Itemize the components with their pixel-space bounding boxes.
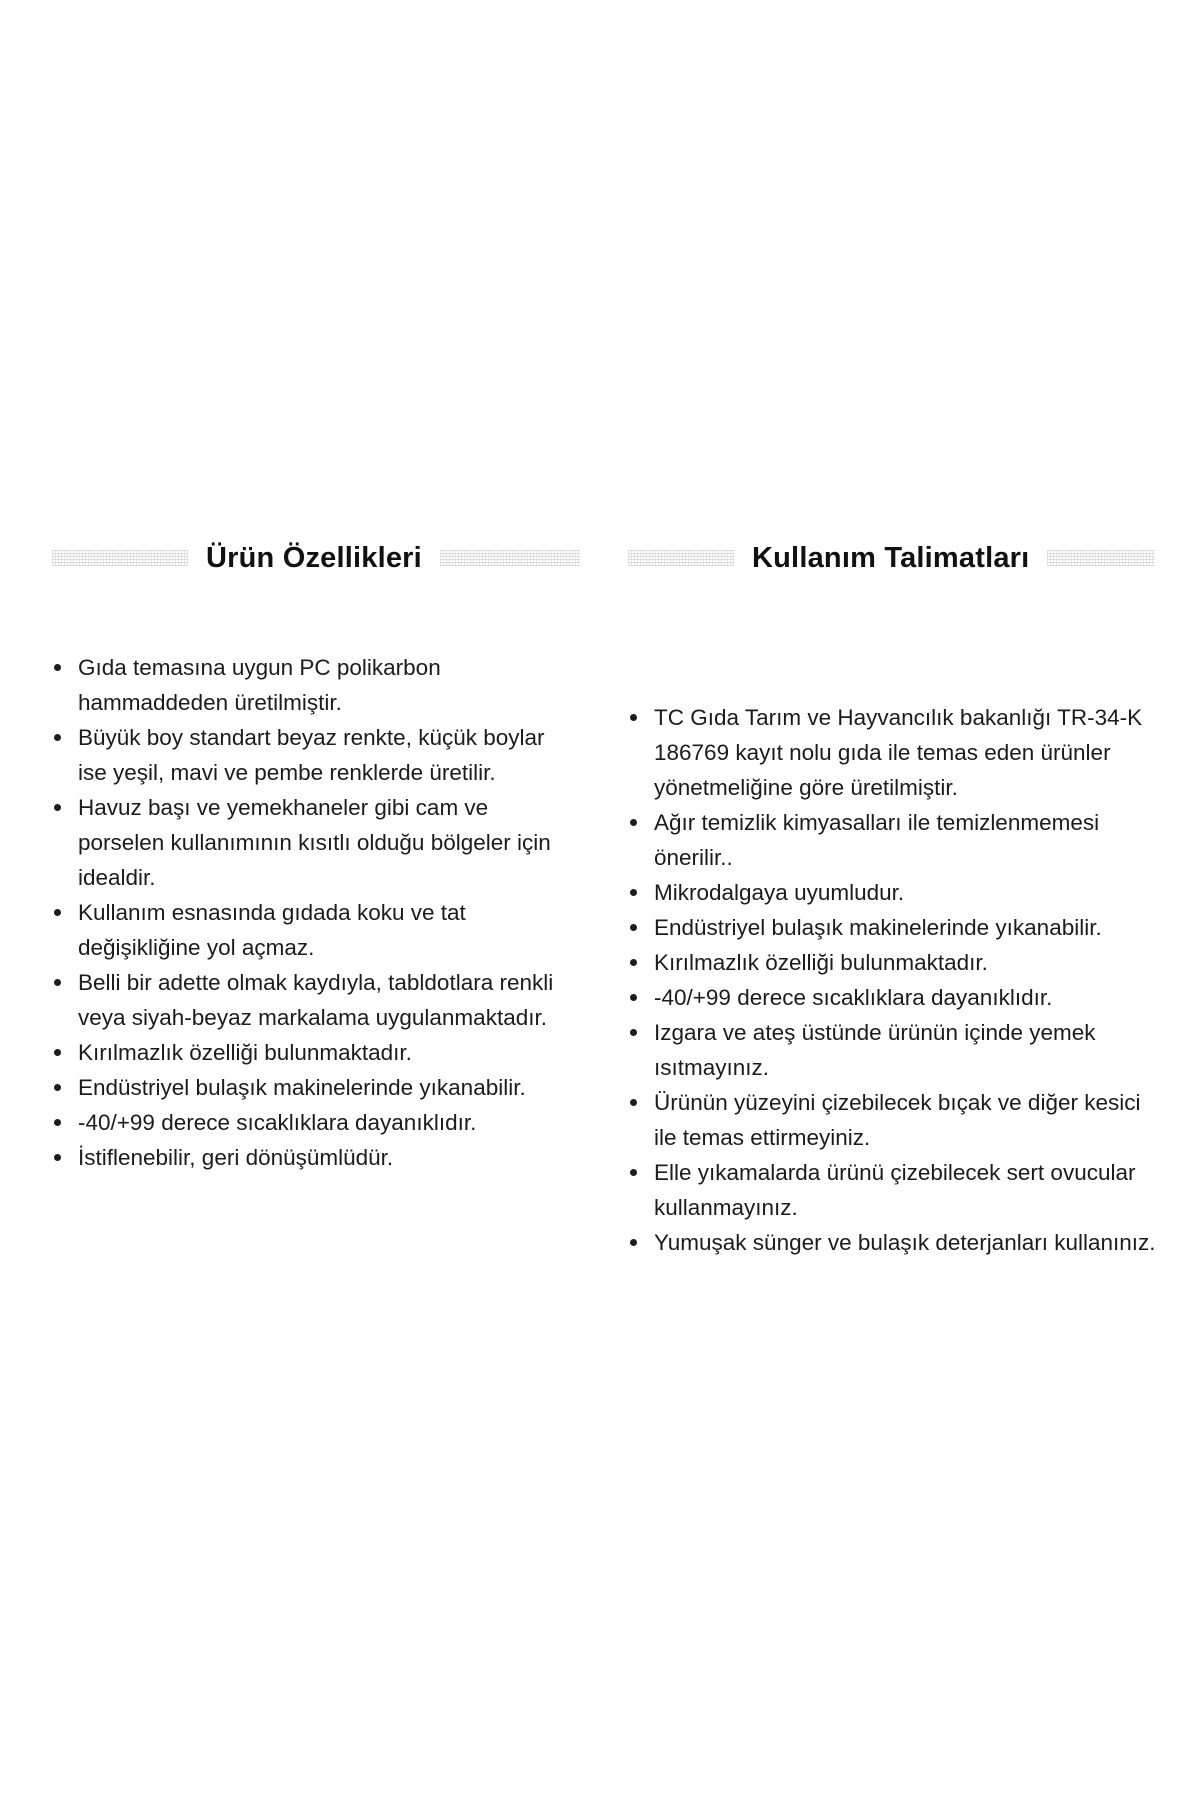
list-item-text: Ürünün yüzeyini çizebilecek bıçak ve diğer kesici ile temas ettirmeyiniz.	[654, 1090, 1141, 1150]
list-item-text: Büyük boy standart beyaz renkte, küçük boylar ise yeşil, mavi ve pembe renklerde üretilir.	[78, 725, 545, 785]
list-item-text: Endüstriyel bulaşık makinelerinde yıkanabilir.	[78, 1075, 526, 1100]
list-item-text: Kullanım esnasında gıdada koku ve tat değişikliğine yol açmaz.	[78, 900, 466, 960]
bullet-icon	[630, 1099, 637, 1106]
list-item-text: Belli bir adette olmak kaydıyla, tabldotlara renkli veya siyah-beyaz markalama uygulanmaktadır.	[78, 970, 554, 1030]
list-item-text: Endüstriyel bulaşık makinelerinde yıkanabilir.	[654, 915, 1102, 940]
product-features-list	[52, 650, 592, 1175]
bullet-icon	[630, 1029, 637, 1036]
list-item	[628, 1085, 1164, 1155]
heading-divider-left	[52, 550, 188, 566]
product-features-section	[52, 536, 592, 1175]
bullet-icon	[630, 1169, 637, 1176]
list-item	[52, 1140, 578, 1175]
list-item	[628, 980, 1164, 1015]
list-item-text: Yumuşak sünger ve bulaşık deterjanları kullanınız.	[654, 1230, 1156, 1255]
list-item	[52, 1035, 578, 1070]
usage-instructions-heading-row	[628, 536, 1168, 580]
bullet-icon	[54, 734, 61, 741]
bullet-icon	[630, 959, 637, 966]
bullet-icon	[630, 714, 637, 721]
usage-instructions-section	[628, 536, 1168, 1260]
list-item	[52, 965, 578, 1035]
bullet-icon	[54, 1084, 61, 1091]
bullet-icon	[54, 1154, 61, 1161]
bullet-icon	[630, 1239, 637, 1246]
list-item-text: Gıda temasına uygun PC polikarbon hammaddeden üretilmiştir.	[78, 655, 441, 715]
bullet-icon	[630, 994, 637, 1001]
bullet-icon	[54, 664, 61, 671]
list-item	[628, 1155, 1164, 1225]
list-item	[52, 1105, 578, 1140]
bullet-icon	[630, 819, 637, 826]
list-item-text: Elle yıkamalarda ürünü çizebilecek sert ovucular kullanmayınız.	[654, 1160, 1136, 1220]
list-item	[628, 700, 1164, 805]
list-item-text: -40/+99 derece sıcaklıklara dayanıklıdır.	[78, 1110, 477, 1135]
heading-divider-left	[628, 550, 734, 566]
bullet-icon	[54, 909, 61, 916]
list-item-text: Havuz başı ve yemekhaneler gibi cam ve porselen kullanımının kısıtlı olduğu bölgeler için idealdir.	[78, 795, 551, 890]
list-item	[52, 1070, 578, 1105]
usage-instructions-list	[628, 700, 1168, 1260]
list-item	[52, 790, 578, 895]
heading-divider-right	[440, 550, 580, 566]
list-item-text: Ağır temizlik kimyasalları ile temizlenmemesi önerilir..	[654, 810, 1100, 870]
list-item	[628, 875, 1164, 910]
list-item-text: Kırılmazlık özelliği bulunmaktadır.	[654, 950, 988, 975]
list-item	[628, 1015, 1164, 1085]
list-item-text: Mikrodalgaya uyumludur.	[654, 880, 905, 905]
list-item-text: TC Gıda Tarım ve Hayvancılık bakanlığı TR-34-K 186769 kayıt nolu gıda ile temas eden ürünler yönetmeliğine göre üretilmiştir.	[654, 705, 1143, 800]
list-item	[628, 945, 1164, 980]
list-item	[52, 650, 578, 720]
bullet-icon	[54, 1049, 61, 1056]
list-item-text: İstiflenebilir, geri dönüşümlüdür.	[78, 1145, 394, 1170]
bullet-icon	[630, 889, 637, 896]
bullet-icon	[54, 804, 61, 811]
list-item-text: Kırılmazlık özelliği bulunmaktadır.	[78, 1040, 412, 1065]
list-item	[628, 805, 1164, 875]
heading-divider-right	[1047, 550, 1155, 566]
list-item	[628, 910, 1164, 945]
list-item	[52, 720, 578, 790]
list-item-text: Izgara ve ateş üstünde ürünün içinde yemek ısıtmayınız.	[654, 1020, 1096, 1080]
list-item-text: -40/+99 derece sıcaklıklara dayanıklıdır.	[654, 985, 1053, 1010]
usage-instructions-title: Kullanım Talimatları	[752, 541, 1030, 574]
list-item	[52, 895, 578, 965]
list-item	[628, 1225, 1164, 1260]
bullet-icon	[54, 1119, 61, 1126]
product-features-heading-row	[52, 536, 592, 580]
bullet-icon	[54, 979, 61, 986]
bullet-icon	[630, 924, 637, 931]
product-features-title: Ürün Özellikleri	[206, 541, 422, 574]
